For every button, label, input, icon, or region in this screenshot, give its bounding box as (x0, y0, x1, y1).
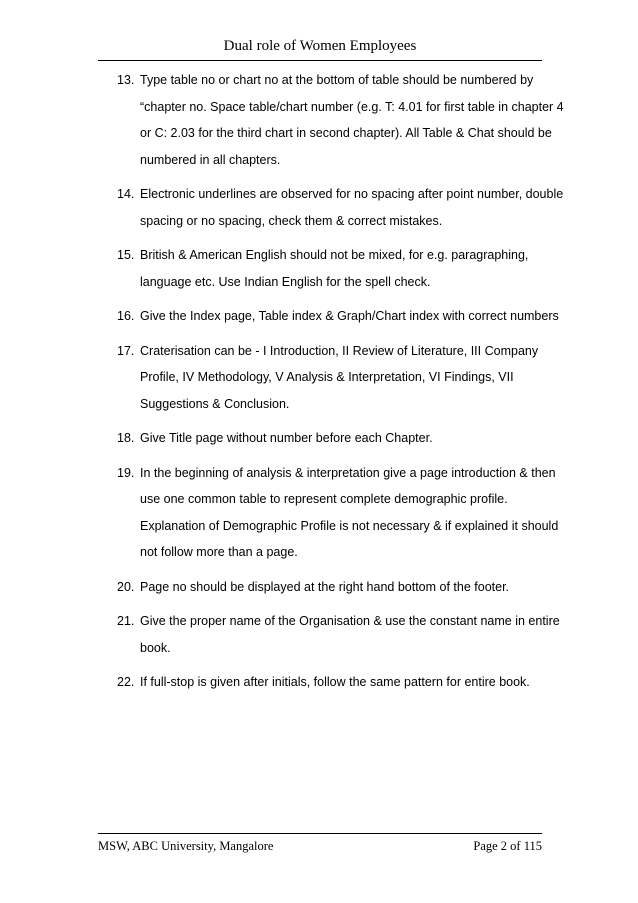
list-item (117, 67, 567, 173)
item-number: 15. (117, 248, 135, 262)
item-text: British & American English should not be mixed, for e.g. paragraphing, language etc. Use Indian English for the spell check. (140, 248, 529, 289)
page-content (117, 67, 567, 704)
item-text: Page no should be displayed at the right hand bottom of the footer. (140, 579, 510, 594)
list-item (117, 338, 567, 418)
item-text: Give the Index page, Table index & Graph/Chart index with correct numbers (140, 309, 559, 323)
list-item (117, 574, 567, 601)
list-item (117, 303, 567, 330)
item-text: Craterisation can be - I Introduction, II Review of Literature, III Company Profile, IV Methodology, V Analysis & Interpretation, VI Findings, VII Suggestions & Conclusion. (140, 343, 539, 411)
item-text: Type table no or chart no at the bottom of table should be numbered by “chapter no. Space table/chart number (e.g. T: 4.01 for first table in chapter 4 or C: 2.03 for the third chart in second chapter). All Table & Chat should be numbered in all chapters. (140, 73, 564, 167)
list-item (117, 242, 567, 295)
item-text: Electronic underlines are observed for no spacing after point number, double spacing or no spacing, check them & correct mistakes. (140, 187, 564, 228)
item-text: Give the proper name of the Organisation & use the constant name in entire book. (140, 614, 560, 655)
page-header: Dual role of Women Employees (98, 34, 542, 61)
item-text: If full-stop is given after initials, follow the same pattern for entire book. (140, 675, 530, 689)
item-number: 22. (117, 675, 135, 689)
page-footer (98, 833, 542, 853)
item-number: 20. (117, 579, 135, 594)
item-number: 17. (117, 343, 135, 358)
item-number: 13. (117, 73, 135, 87)
list-item (117, 460, 567, 566)
list-item (117, 608, 567, 661)
item-number: 16. (117, 309, 135, 323)
item-number: 19. (117, 465, 135, 480)
item-text: Give Title page without number before each Chapter. (140, 431, 433, 445)
item-number: 18. (117, 431, 135, 445)
list-item (117, 425, 567, 452)
item-text: In the beginning of analysis & interpretation give a page introduction & then use one common table to represent complete demographic profile. Explanation of Demographic Profile is not necessary & if explained it should not follow more than a page. (140, 465, 559, 559)
page-number: Page 2 of 115 (473, 839, 542, 853)
item-number: 21. (117, 614, 135, 628)
footer-institution: MSW, ABC University, Mangalore (98, 839, 274, 853)
list-item (117, 181, 567, 234)
item-number: 14. (117, 187, 135, 201)
list-item (117, 669, 567, 696)
